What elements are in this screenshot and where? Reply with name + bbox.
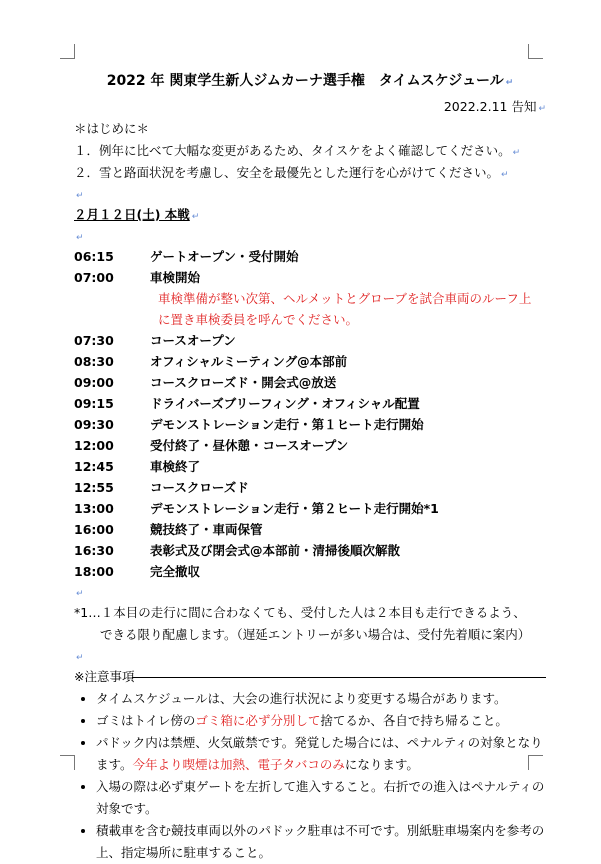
- schedule-row: 09:15 ドライバーズブリーフィング・オフィシャル配置: [74, 396, 420, 411]
- footnote-1: *1…１本目の走行に間に合わなくても、受付した人は２本目も走行できるよう、 できる限り配慮します。（遅延エントリーが多い場合は、受付先着順に案内）: [74, 605, 531, 642]
- schedule-row: 07:30 コースオープン: [74, 333, 236, 348]
- crop-mark-top-left: [60, 44, 75, 59]
- crop-mark-bottom-left: [60, 755, 75, 770]
- schedule-row: 12:45 車検終了: [74, 459, 201, 474]
- schedule-row: 12:55 コースクローズド: [74, 480, 249, 495]
- schedule-row: 06:15 ゲートオープン・受付開始: [74, 249, 299, 264]
- document-page[interactable]: [74, 68, 546, 864]
- caution-item: • タイムスケジュールは、大会の進行状況により変更する場合があります。: [96, 688, 546, 710]
- paragraph-mark-icon: ↵: [76, 589, 84, 599]
- caution-item: • ゴミはトイレ傍のゴミ箱に必ず分別して捨てるか、各自で持ち帰ること。: [96, 710, 546, 732]
- caution-item: • パドック内は禁煙、火気厳禁です。発覚した場合には、ペナルティの対象となり ます。今年より喫煙は加熱、電子タバコのみになります。: [96, 732, 546, 776]
- paragraph-mark-icon: ↵: [76, 191, 84, 201]
- schedule-row: 18:00 完全撤収: [74, 564, 201, 579]
- schedule-row: 08:30 オフィシャルミーティング@本部前: [74, 354, 348, 369]
- caution-item: • 積載車を含む競技車両以外のパドック駐車は不可です。別紙駐車場案内を参考の 上、指定場所に駐車すること。: [96, 820, 546, 864]
- paragraph-mark-icon: ↵: [76, 233, 84, 243]
- schedule-row: 09:30 デモンストレーション走行・第１ヒート走行開始: [74, 417, 424, 432]
- paragraph-mark-icon: ↵: [191, 212, 200, 222]
- schedule-row: 13:00 デモンストレーション走行・第２ヒート走行開始*1: [74, 501, 439, 516]
- announcement-date: 2022.2.11 告知 ↵: [443, 99, 546, 114]
- intro-item-1: １．例年に比べて大幅な変更があるため、タイスケをよく確認してください。 ↵: [74, 143, 521, 158]
- intro-heading: ＊はじめに＊: [74, 121, 150, 136]
- blank-line: [74, 226, 546, 246]
- inspection-note: 車検準備が整い次第、ヘルメットとグローブを試合車両のルーフ上 に置き車検委員を呼んでください。: [158, 291, 532, 327]
- crop-mark-top-right: [528, 44, 543, 59]
- day-heading: ２月１２日(土) 本戦 ↵: [74, 207, 200, 222]
- schedule-row: 16:30 表彰式及び閉会式@本部前・清掃後順次解散: [74, 543, 401, 558]
- schedule-row: 12:00 受付終了・昼休憩・コースオープン: [74, 438, 349, 453]
- paragraph-mark-icon: ↵: [538, 104, 546, 114]
- paragraph-mark-icon: ↵: [76, 653, 84, 663]
- paragraph-mark-icon: ↵: [512, 148, 521, 158]
- blank-line: [74, 184, 546, 204]
- intro-item-2: ２．雪と路面状況を考慮し、安全を最優先とした運行を心がけてください。 ↵: [74, 165, 509, 180]
- caution-item: • 入場の際は必ず東ゲートを左折して進入すること。右折での進入はペナルティの 対象です。: [96, 776, 546, 820]
- blank-line: [74, 582, 546, 602]
- paragraph-mark-icon: ↵: [501, 170, 509, 180]
- schedule-list: [74, 246, 546, 582]
- document-title: 2022 年 関東学生新人ジムカーナ選手権 タイムスケジュール ↵: [106, 73, 514, 89]
- paragraph-mark-icon: ↵: [505, 78, 514, 88]
- schedule-row: 16:00 競技終了・車両保管: [74, 522, 263, 537]
- caution-heading: ※注意事項: [74, 666, 546, 688]
- blank-line: [74, 646, 546, 666]
- schedule-row: 07:00 車検開始: [74, 270, 201, 285]
- heading-rule: [132, 677, 546, 678]
- caution-list: [74, 688, 546, 864]
- schedule-row: 09:00 コースクローズド・開会式@放送: [74, 375, 337, 390]
